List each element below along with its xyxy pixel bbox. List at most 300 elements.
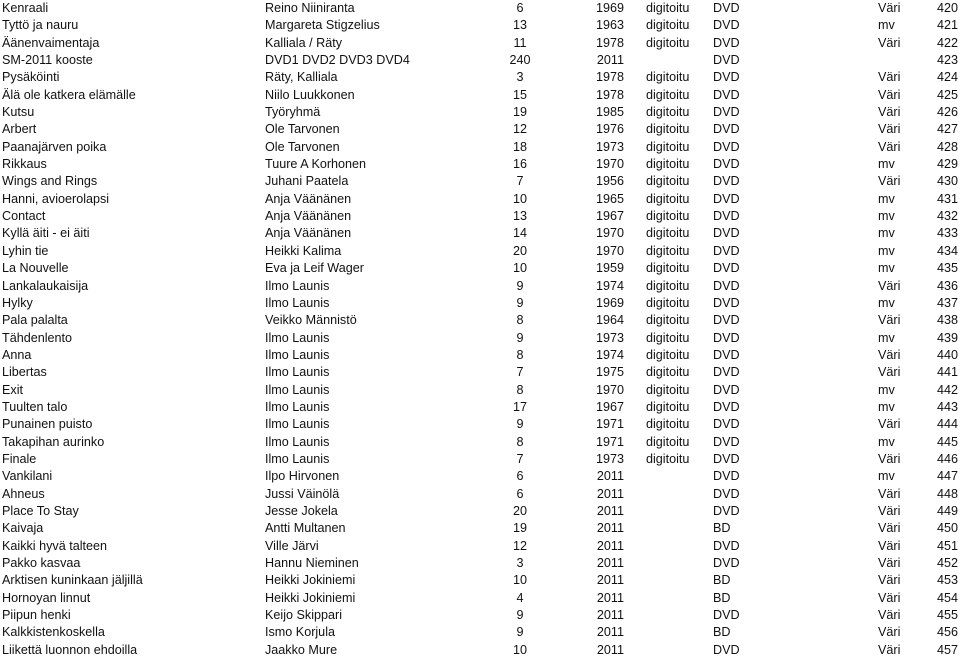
table-row bbox=[0, 451, 960, 468]
table-row bbox=[0, 642, 960, 659]
film-number: 431 bbox=[936, 191, 958, 206]
film-format: digitoitu bbox=[646, 122, 690, 137]
film-media: DVD bbox=[713, 642, 740, 657]
film-runtime: 10 bbox=[512, 642, 527, 657]
film-color: Väri bbox=[878, 87, 901, 102]
film-runtime: 7 bbox=[516, 365, 524, 380]
film-format: digitoitu bbox=[646, 243, 690, 258]
film-title: Tähdenlento bbox=[2, 330, 73, 345]
film-media: DVD bbox=[713, 226, 740, 241]
film-media: DVD bbox=[713, 486, 740, 501]
film-title: Vankilani bbox=[2, 469, 53, 484]
film-runtime: 17 bbox=[512, 399, 527, 414]
film-format: digitoitu bbox=[646, 451, 690, 466]
film-runtime: 9 bbox=[516, 417, 524, 432]
film-runtime: 19 bbox=[512, 521, 527, 536]
film-runtime: 7 bbox=[516, 174, 524, 189]
film-media: DVD bbox=[713, 1, 740, 15]
film-number: 424 bbox=[936, 70, 958, 85]
film-color: mv bbox=[878, 261, 895, 276]
film-year: 1978 bbox=[595, 35, 624, 50]
film-year: 2011 bbox=[596, 590, 624, 605]
film-director: Ilmo Launis bbox=[265, 347, 330, 362]
film-media: BD bbox=[713, 625, 731, 640]
film-title: Place To Stay bbox=[2, 503, 79, 518]
film-color: mv bbox=[878, 399, 895, 414]
film-director: Juhani Paatela bbox=[265, 174, 349, 189]
film-title: Pala palalta bbox=[2, 313, 68, 328]
film-director: Jussi Väinölä bbox=[265, 486, 340, 501]
film-director: Margareta Stigzelius bbox=[265, 18, 380, 33]
table-row bbox=[0, 399, 960, 416]
film-media: DVD bbox=[713, 347, 740, 362]
film-year: 1969 bbox=[595, 1, 624, 15]
film-title: Ahneus bbox=[2, 486, 45, 501]
film-year: 1978 bbox=[595, 87, 624, 102]
film-title: Kalkkistenkoskella bbox=[2, 625, 105, 640]
film-color: Väri bbox=[878, 174, 901, 189]
film-number: 433 bbox=[936, 226, 958, 241]
film-number: 420 bbox=[936, 1, 958, 15]
film-title: Arktisen kuninkaan jäljillä bbox=[2, 573, 143, 588]
film-format: digitoitu bbox=[646, 209, 690, 224]
film-number: 452 bbox=[936, 556, 958, 570]
table-row bbox=[0, 538, 960, 555]
film-year: 1985 bbox=[595, 105, 624, 120]
film-color: Väri bbox=[878, 573, 901, 588]
film-title: Älä ole katkera elämälle bbox=[2, 87, 136, 102]
film-runtime: 8 bbox=[516, 382, 524, 397]
film-media: DVD bbox=[713, 157, 740, 172]
film-media: BD bbox=[713, 573, 731, 588]
table-row bbox=[0, 35, 960, 52]
film-color: Väri bbox=[878, 625, 901, 640]
film-year: 2011 bbox=[596, 486, 624, 501]
table-row bbox=[0, 52, 960, 69]
film-format: digitoitu bbox=[646, 330, 690, 345]
film-media: DVD bbox=[713, 139, 740, 154]
film-title: Contact bbox=[2, 209, 46, 224]
table-row bbox=[0, 607, 960, 624]
film-number: 422 bbox=[936, 35, 958, 50]
film-director: Ilmo Launis bbox=[265, 295, 330, 310]
film-director: Heikki Jokiniemi bbox=[265, 573, 356, 588]
film-director: Keijo Skippari bbox=[265, 608, 343, 623]
film-year: 1964 bbox=[595, 313, 624, 328]
film-year: 1970 bbox=[595, 226, 624, 241]
table-row bbox=[0, 69, 960, 86]
film-format: digitoitu bbox=[646, 399, 690, 414]
film-format: digitoitu bbox=[646, 365, 690, 380]
film-color: Väri bbox=[878, 503, 901, 518]
table-row bbox=[0, 191, 960, 208]
film-title: Kenraali bbox=[2, 1, 49, 15]
film-year: 1969 bbox=[595, 295, 624, 310]
film-year: 1973 bbox=[595, 139, 624, 154]
film-runtime: 9 bbox=[516, 295, 524, 310]
film-color: Väri bbox=[878, 1, 901, 15]
film-runtime: 12 bbox=[512, 122, 527, 137]
film-director: Eva ja Leif Wager bbox=[265, 261, 364, 276]
film-media: DVD bbox=[713, 70, 740, 85]
film-title: Pysäköinti bbox=[2, 70, 60, 85]
film-media: DVD bbox=[713, 18, 740, 33]
film-year: 1970 bbox=[595, 157, 624, 172]
film-title: Kyllä äiti - ei äiti bbox=[2, 226, 90, 241]
film-title: Wings and Rings bbox=[2, 174, 98, 189]
film-runtime: 6 bbox=[516, 1, 524, 15]
table-row bbox=[0, 208, 960, 225]
film-format: digitoitu bbox=[646, 174, 690, 189]
film-number: 456 bbox=[936, 625, 958, 640]
table-row bbox=[0, 520, 960, 537]
table-row bbox=[0, 173, 960, 190]
film-year: 1976 bbox=[595, 122, 624, 137]
film-director: Ilpo Hirvonen bbox=[265, 469, 340, 484]
film-number: 451 bbox=[936, 538, 958, 553]
film-number: 426 bbox=[936, 105, 958, 120]
film-year: 2011 bbox=[596, 503, 624, 518]
film-format: digitoitu bbox=[646, 226, 690, 241]
film-number: 435 bbox=[936, 261, 958, 276]
film-media: DVD bbox=[713, 313, 740, 328]
film-director: Veikko Männistö bbox=[265, 313, 357, 328]
film-director: Työryhmä bbox=[265, 105, 321, 120]
film-runtime: 20 bbox=[512, 243, 527, 258]
film-color: Väri bbox=[878, 278, 901, 293]
film-number: 430 bbox=[936, 174, 958, 189]
film-number: 437 bbox=[936, 295, 958, 310]
film-runtime: 3 bbox=[516, 70, 524, 85]
film-format: digitoitu bbox=[646, 382, 690, 397]
film-director: Ilmo Launis bbox=[265, 382, 330, 397]
film-media: DVD bbox=[713, 382, 740, 397]
film-media: DVD bbox=[713, 399, 740, 414]
table-row bbox=[0, 572, 960, 589]
film-runtime: 16 bbox=[512, 157, 527, 172]
film-color: Väri bbox=[878, 590, 901, 605]
film-runtime: 9 bbox=[516, 330, 524, 345]
film-color: Väri bbox=[878, 556, 901, 570]
film-format: digitoitu bbox=[646, 278, 690, 293]
film-runtime: 3 bbox=[516, 556, 524, 570]
table-row bbox=[0, 0, 960, 17]
film-color: Väri bbox=[878, 313, 901, 328]
film-title: Tyttö ja nauru bbox=[2, 18, 79, 33]
film-number: 434 bbox=[936, 243, 958, 258]
film-runtime: 6 bbox=[516, 486, 524, 501]
film-number: 427 bbox=[936, 122, 958, 137]
film-color: Väri bbox=[878, 642, 901, 657]
film-year: 2011 bbox=[596, 538, 624, 553]
film-year: 2011 bbox=[596, 625, 624, 640]
film-media: DVD bbox=[713, 556, 740, 570]
film-format: digitoitu bbox=[646, 35, 690, 50]
film-color: Väri bbox=[878, 365, 901, 380]
film-color: Väri bbox=[878, 35, 901, 50]
film-director: Reino Niiniranta bbox=[265, 1, 355, 15]
film-number: 432 bbox=[936, 209, 958, 224]
film-runtime: 15 bbox=[512, 87, 527, 102]
film-number: 450 bbox=[936, 521, 958, 536]
film-runtime: 10 bbox=[512, 573, 527, 588]
film-number: 425 bbox=[936, 87, 958, 102]
film-number: 429 bbox=[936, 157, 958, 172]
film-number: 440 bbox=[936, 347, 958, 362]
table-row bbox=[0, 382, 960, 399]
film-year: 1971 bbox=[595, 417, 624, 432]
table-row bbox=[0, 434, 960, 451]
film-year: 1956 bbox=[595, 174, 624, 189]
film-runtime: 8 bbox=[516, 434, 524, 449]
film-director: Anja Väänänen bbox=[265, 191, 352, 206]
film-year: 1974 bbox=[595, 347, 624, 362]
film-director: Ismo Korjula bbox=[265, 625, 335, 640]
film-director: Ilmo Launis bbox=[265, 434, 330, 449]
film-runtime: 13 bbox=[512, 209, 527, 224]
film-runtime: 6 bbox=[516, 469, 524, 484]
film-number: 428 bbox=[936, 139, 958, 154]
film-director: Ilmo Launis bbox=[265, 417, 330, 432]
film-director: Niilo Luukkonen bbox=[265, 87, 355, 102]
film-media: DVD bbox=[713, 451, 740, 466]
film-title: Hanni, avioerolapsi bbox=[2, 191, 110, 206]
film-title: Tuulten talo bbox=[2, 399, 68, 414]
film-director: Ole Tarvonen bbox=[265, 139, 340, 154]
table-row bbox=[0, 486, 960, 503]
film-year: 2011 bbox=[596, 608, 624, 623]
film-year: 1967 bbox=[595, 209, 624, 224]
film-title: La Nouvelle bbox=[2, 261, 69, 276]
film-year: 1971 bbox=[595, 434, 624, 449]
film-year: 1965 bbox=[595, 191, 624, 206]
table-row bbox=[0, 503, 960, 520]
film-media: DVD bbox=[713, 503, 740, 518]
film-color: mv bbox=[878, 382, 895, 397]
film-year: 1963 bbox=[595, 18, 624, 33]
film-director: Jesse Jokela bbox=[265, 503, 338, 518]
table-row bbox=[0, 347, 960, 364]
film-title: Takapihan aurinko bbox=[2, 434, 105, 449]
film-title: Paanajärven poika bbox=[2, 139, 107, 154]
film-year: 1970 bbox=[595, 382, 624, 397]
film-runtime: 10 bbox=[512, 191, 527, 206]
film-number: 421 bbox=[936, 18, 958, 33]
film-title: Hylky bbox=[2, 295, 33, 310]
film-format: digitoitu bbox=[646, 434, 690, 449]
table-row bbox=[0, 243, 960, 260]
film-director: Ilmo Launis bbox=[265, 278, 330, 293]
film-year: 1975 bbox=[595, 365, 624, 380]
film-title: Lankalaukaisija bbox=[2, 278, 89, 293]
film-director: Heikki Kalima bbox=[265, 243, 342, 258]
film-director: Ilmo Launis bbox=[265, 399, 330, 414]
film-title: Exit bbox=[2, 382, 23, 397]
film-runtime: 8 bbox=[516, 313, 524, 328]
film-runtime: 9 bbox=[516, 625, 524, 640]
film-media: BD bbox=[713, 590, 731, 605]
table-row bbox=[0, 312, 960, 329]
film-format: digitoitu bbox=[646, 347, 690, 362]
film-color: Väri bbox=[878, 122, 901, 137]
film-title: SM-2011 kooste bbox=[2, 53, 93, 68]
table-row bbox=[0, 156, 960, 173]
film-number: 446 bbox=[936, 451, 958, 466]
film-director: Anja Väänänen bbox=[265, 209, 352, 224]
film-runtime: 13 bbox=[512, 18, 527, 33]
film-director: Ville Järvi bbox=[265, 538, 319, 553]
table-row bbox=[0, 17, 960, 34]
film-runtime: 9 bbox=[516, 278, 524, 293]
film-media: BD bbox=[713, 521, 731, 536]
table-row bbox=[0, 330, 960, 347]
film-color: mv bbox=[878, 157, 895, 172]
film-color: mv bbox=[878, 295, 895, 310]
film-media: DVD bbox=[713, 174, 740, 189]
film-title: Kaivaja bbox=[2, 521, 44, 536]
film-format: digitoitu bbox=[646, 70, 690, 85]
film-media: DVD bbox=[713, 261, 740, 276]
table-row bbox=[0, 590, 960, 607]
film-number: 438 bbox=[936, 313, 958, 328]
film-title: Libertas bbox=[2, 365, 47, 380]
film-number: 443 bbox=[936, 399, 958, 414]
film-director: Heikki Jokiniemi bbox=[265, 590, 356, 605]
film-title: Kaikki hyvä talteen bbox=[2, 538, 108, 553]
table-row bbox=[0, 260, 960, 277]
film-runtime: 20 bbox=[512, 503, 527, 518]
film-format: digitoitu bbox=[646, 417, 690, 432]
film-year: 1978 bbox=[595, 70, 624, 85]
film-runtime: 4 bbox=[516, 590, 524, 605]
film-title: Piipun henki bbox=[2, 608, 71, 623]
film-format: digitoitu bbox=[646, 139, 690, 154]
film-runtime: 7 bbox=[516, 451, 524, 466]
table-row bbox=[0, 416, 960, 433]
film-title: Kutsu bbox=[2, 105, 35, 120]
film-color: mv bbox=[878, 243, 895, 258]
film-year: 2011 bbox=[596, 53, 624, 68]
film-runtime: 8 bbox=[516, 347, 524, 362]
film-runtime: 10 bbox=[512, 261, 527, 276]
film-format: digitoitu bbox=[646, 295, 690, 310]
film-media: DVD bbox=[713, 35, 740, 50]
film-director: Kalliala / Räty bbox=[265, 35, 342, 50]
film-media: DVD bbox=[713, 365, 740, 380]
film-director: Hannu Nieminen bbox=[265, 556, 359, 570]
film-media: DVD bbox=[713, 87, 740, 102]
film-runtime: 11 bbox=[513, 35, 527, 50]
film-year: 1967 bbox=[595, 399, 624, 414]
table-row bbox=[0, 364, 960, 381]
film-number: 439 bbox=[936, 330, 958, 345]
film-number: 448 bbox=[936, 486, 958, 501]
film-title: Pakko kasvaa bbox=[2, 556, 81, 570]
film-media: DVD bbox=[713, 295, 740, 310]
film-title: Liikettä luonnon ehdoilla bbox=[2, 642, 138, 657]
film-director: DVD1 DVD2 DVD3 DVD4 bbox=[265, 53, 410, 68]
film-format: digitoitu bbox=[646, 105, 690, 120]
film-format: digitoitu bbox=[646, 191, 690, 206]
film-number: 454 bbox=[936, 590, 958, 605]
film-year: 1974 bbox=[595, 278, 624, 293]
table-row bbox=[0, 624, 960, 641]
film-media: DVD bbox=[713, 608, 740, 623]
film-number: 449 bbox=[936, 503, 958, 518]
film-year: 1959 bbox=[595, 261, 624, 276]
film-number: 447 bbox=[936, 469, 958, 484]
film-director: Ilmo Launis bbox=[265, 330, 330, 345]
film-title: Arbert bbox=[2, 122, 37, 137]
table-row bbox=[0, 278, 960, 295]
film-format: digitoitu bbox=[646, 87, 690, 102]
film-media: DVD bbox=[713, 191, 740, 206]
film-year: 1970 bbox=[595, 243, 624, 258]
film-runtime: 12 bbox=[512, 538, 527, 553]
film-title: Finale bbox=[2, 451, 37, 466]
film-color: Väri bbox=[878, 139, 901, 154]
film-title: Rikkaus bbox=[2, 157, 47, 172]
film-number: 455 bbox=[936, 608, 958, 623]
film-number: 445 bbox=[936, 434, 958, 449]
film-color: Väri bbox=[878, 521, 901, 536]
film-year: 1973 bbox=[595, 451, 624, 466]
film-director: Tuure A Korhonen bbox=[265, 157, 367, 172]
film-director: Räty, Kalliala bbox=[265, 70, 338, 85]
film-director: Ilmo Launis bbox=[265, 451, 330, 466]
film-number: 453 bbox=[936, 573, 958, 588]
film-director: Jaakko Mure bbox=[265, 642, 338, 657]
film-format: digitoitu bbox=[646, 157, 690, 172]
film-year: 2011 bbox=[596, 521, 624, 536]
film-title: Hornoyan linnut bbox=[2, 590, 91, 605]
film-color: mv bbox=[878, 209, 895, 224]
film-format: digitoitu bbox=[646, 18, 690, 33]
film-year: 2011 bbox=[596, 573, 624, 588]
film-number: 442 bbox=[936, 382, 958, 397]
film-media: DVD bbox=[713, 330, 740, 345]
film-title: Punainen puisto bbox=[2, 417, 93, 432]
film-media: DVD bbox=[713, 122, 740, 137]
film-number: 441 bbox=[936, 365, 958, 380]
film-color: mv bbox=[878, 469, 895, 484]
film-runtime: 9 bbox=[516, 608, 524, 623]
film-number: 457 bbox=[936, 642, 958, 657]
film-color: mv bbox=[878, 18, 895, 33]
film-media: DVD bbox=[713, 417, 740, 432]
film-color: mv bbox=[878, 226, 895, 241]
table-row bbox=[0, 121, 960, 138]
film-color: mv bbox=[878, 191, 895, 206]
film-number: 423 bbox=[936, 53, 958, 68]
film-title: Anna bbox=[2, 347, 32, 362]
film-color: Väri bbox=[878, 486, 901, 501]
film-color: mv bbox=[878, 330, 895, 345]
film-media: DVD bbox=[713, 434, 740, 449]
film-director: Anja Väänänen bbox=[265, 226, 352, 241]
film-number: 444 bbox=[936, 417, 958, 432]
film-color: Väri bbox=[878, 347, 901, 362]
film-color: mv bbox=[878, 434, 895, 449]
table-row bbox=[0, 139, 960, 156]
table-row bbox=[0, 468, 960, 485]
film-media: DVD bbox=[713, 469, 740, 484]
film-media: DVD bbox=[713, 105, 740, 120]
table-row bbox=[0, 295, 960, 312]
table-row bbox=[0, 225, 960, 242]
film-title: Lyhin tie bbox=[2, 243, 49, 258]
film-media: DVD bbox=[713, 243, 740, 258]
